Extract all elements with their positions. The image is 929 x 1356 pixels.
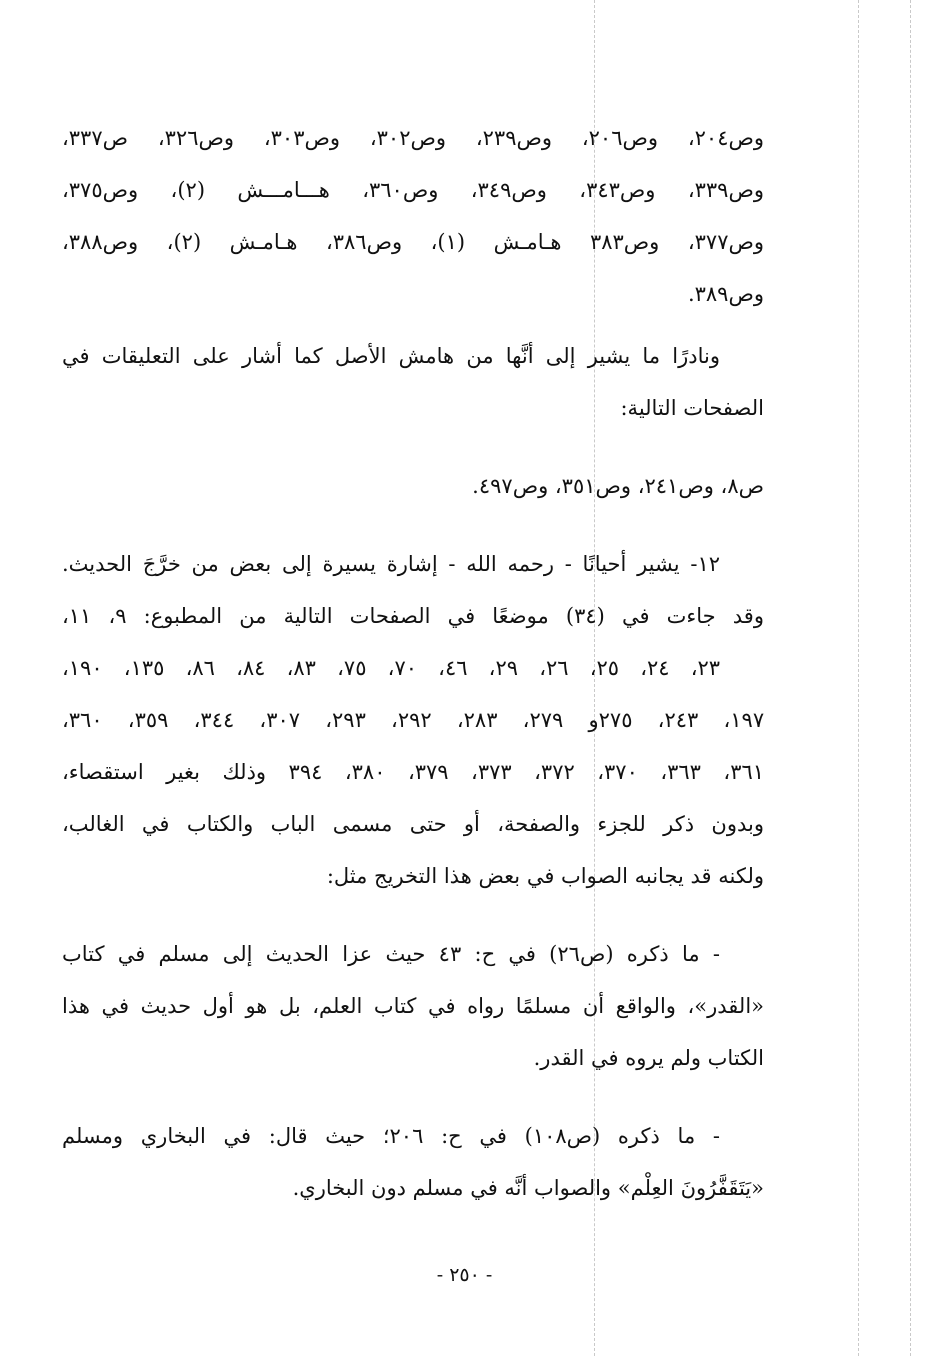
edge-guide-line bbox=[910, 0, 911, 1356]
text-line: ١٩٧، ٢٤٣، ٢٧٥و ٢٧٩، ٢٨٣، ٢٩٢، ٢٩٣، ٣٠٧، ٣٤٤، ٣٥٩، ٣٦٠، bbox=[62, 708, 764, 732]
text-line: وص٣٣٩، وص٣٤٣، وص٣٤٩، وص٣٦٠، هـــامـــش (٢)، وص٣٧٥، bbox=[62, 178, 764, 202]
text-line: وص٣٨٩. bbox=[687, 282, 764, 306]
right-guide-line bbox=[858, 0, 859, 1356]
text-line: وص٢٠٤، وص٢٠٦، وص٢٣٩، وص٣٠٢، وص٣٠٣، وص٣٢٦، ص٣٣٧، bbox=[62, 126, 764, 150]
text-line: - ما ذكره (ص٢٦) في ح: ٤٣ حيث عزا الحديث إلى مسلم في كتاب bbox=[62, 942, 720, 966]
text-line: ولكنه قد يجانبه الصواب في بعض هذا التخريج مثل: bbox=[326, 864, 764, 888]
page-number: - ٢٥٠ - bbox=[436, 1264, 493, 1286]
text-line: - ما ذكره (ص١٠٨) في ح: ٢٠٦؛ حيث قال: في البخاري ومسلم bbox=[62, 1124, 720, 1148]
text-line: «يَتَقَفَّرُونَ العِلْم» والصواب أنَّه في مسلم دون البخاري. bbox=[292, 1176, 764, 1200]
margin-notes-paragraph bbox=[62, 330, 764, 434]
text-line: ٢٣، ٢٤، ٢٥، ٢٦، ٢٩، ٤٦، ٧٠، ٧٥، ٨٣، ٨٤، ٨٦، ١٣٥، ١٩٠، bbox=[62, 656, 721, 680]
text-line: الصفحات التالية: bbox=[620, 396, 764, 420]
text-line: وبدون ذكر للجزء والصفحة، أو حتى مسمى الباب والكتاب في الغالب، bbox=[62, 812, 764, 836]
margin-notes-pages bbox=[62, 460, 764, 512]
text-line: «القدر»، والواقع أن مسلمًا رواه في كتاب العلم، بل هو أول حديث في هذا bbox=[62, 994, 764, 1018]
example-2-paragraph bbox=[62, 1110, 764, 1214]
text-line: الكتاب ولم يروه في القدر. bbox=[533, 1046, 764, 1070]
point-12-paragraph bbox=[62, 538, 764, 902]
text-line: ص٨، وص٢٤١، وص٣٥١، وص٤٩٧. bbox=[472, 474, 764, 498]
text-line: وقد جاءت في (٣٤) موضعًا في الصفحات التالية من المطبوع: ٩، ١١، bbox=[62, 604, 764, 628]
text-line: ونادرًا ما يشير إلى أنَّها من هامش الأصل كما أشار على التعليقات في bbox=[62, 344, 720, 368]
text-line: وص٣٧٧، وص٣٨٣ هـامـش (١)، وص٣٨٦، هـامـش (٢)، وص٣٨٨، bbox=[62, 230, 764, 254]
text-line: ١٢- يشير أحيانًا - رحمه الله - إشارة يسيرة إلى بعض من خرَّجَ الحديث. bbox=[62, 552, 720, 576]
page-body bbox=[62, 112, 764, 1240]
text-line: ٣٦١، ٣٦٣، ٣٧٠، ٣٧٢، ٣٧٣، ٣٧٩، ٣٨٠، ٣٩٤ وذلك بغير استقصاء، bbox=[62, 760, 764, 784]
example-1-paragraph bbox=[62, 928, 764, 1084]
references-list-continued bbox=[62, 112, 764, 320]
